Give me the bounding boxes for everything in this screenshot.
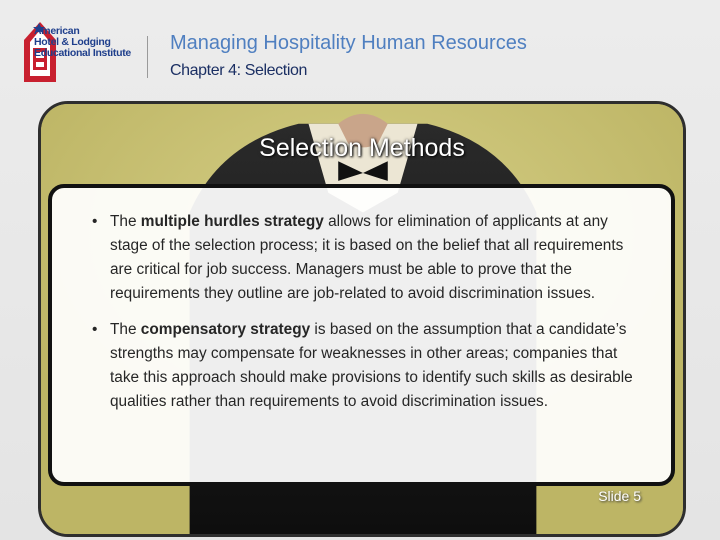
logo-wordmark — [34, 26, 131, 59]
slide-number: Slide 5 — [598, 488, 641, 504]
bullet-term: multiple hurdles strategy — [140, 213, 324, 230]
slide-frame — [38, 101, 686, 537]
bullet-multiple-hurdles — [92, 210, 643, 306]
chapter-subtitle: Chapter 4: Selection — [170, 62, 307, 79]
slide-title: Selection Methods — [259, 134, 465, 162]
bullet-marker: • — [92, 213, 98, 230]
logo-line-3: Educational Institute — [34, 47, 131, 59]
bullet-marker: • — [92, 321, 98, 338]
header-divider — [147, 36, 148, 78]
logo-line-1: American — [34, 25, 80, 37]
bullet-text: is based on the assumption that a candidate’s strengths may compensate for weaknesses in other areas; companies that take this approach should make provisions to identify such skills as desirable qualities rather than requirements to avoid discrimination issues. — [110, 321, 633, 410]
bullet-text: allows for elimination of applicants at any stage of the selection process; it is based on the belief that all requirements are critical for job success. Managers must be able to prove that the requirements they outline are job-related to avoid discrimination issues. — [110, 213, 624, 302]
bullet-lead: The — [110, 321, 141, 338]
bullet-lead: The — [110, 213, 141, 230]
course-title: Managing Hospitality Human Resources — [170, 32, 527, 54]
slide-header — [0, 0, 720, 100]
bullet-term: compensatory strategy — [140, 321, 311, 338]
bullet-compensatory — [92, 318, 643, 414]
content-panel — [48, 184, 675, 486]
logo-line-2: Hotel & Lodging — [34, 36, 111, 48]
